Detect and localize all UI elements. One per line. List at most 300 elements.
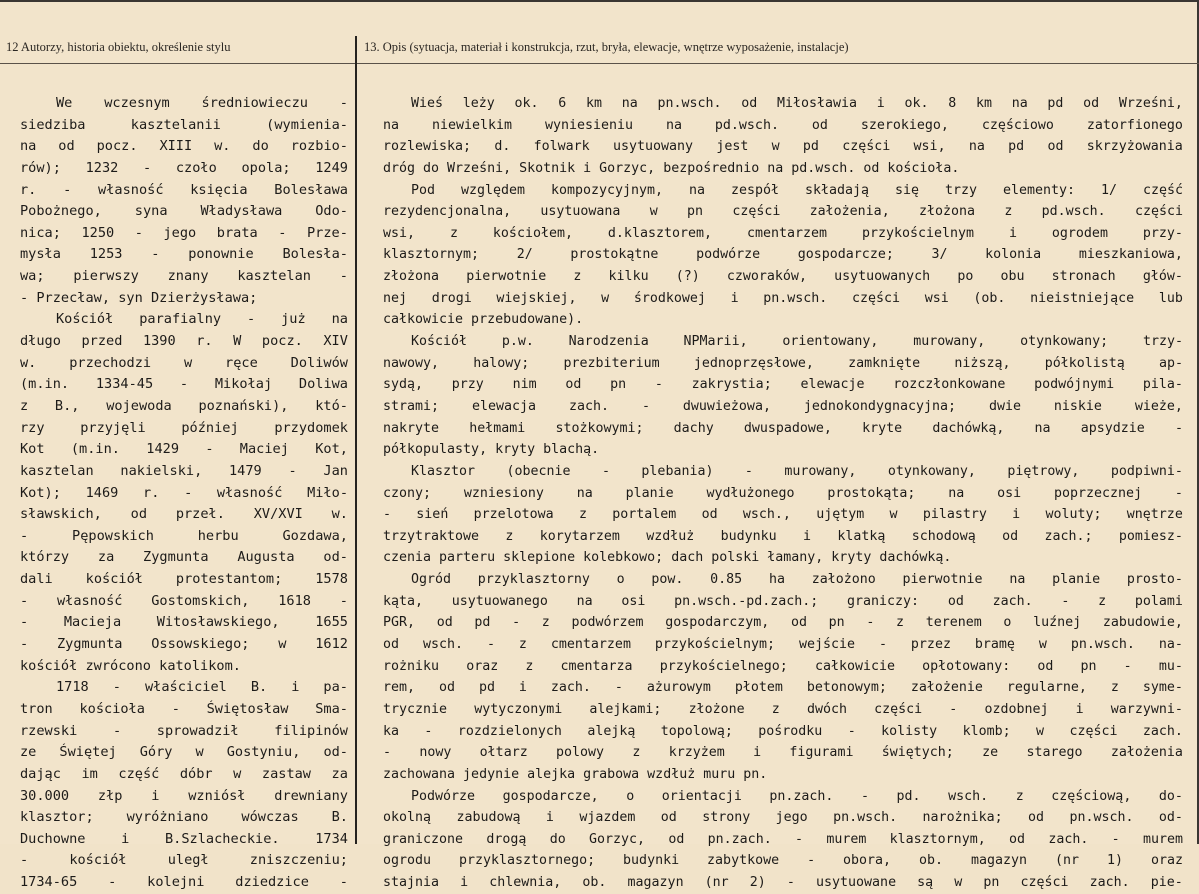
word: na-: [1158, 637, 1183, 653]
word: o: [626, 788, 635, 804]
text-line: [383, 439, 1183, 461]
word: stronach: [1051, 269, 1116, 285]
word: w.: [20, 354, 37, 371]
word: nica;: [20, 224, 61, 241]
word: poznański),: [198, 397, 289, 414]
word: (?): [675, 269, 700, 285]
word: skrzyżowania: [1086, 139, 1183, 155]
word: dając: [20, 765, 61, 782]
word: z: [1004, 204, 1013, 220]
word: leży: [462, 96, 495, 111]
word: pierwotnie: [902, 572, 983, 588]
word: zach.: [1142, 723, 1183, 739]
word: (nr: [1055, 853, 1080, 869]
word: zach.: [550, 680, 591, 696]
word: o: [1003, 615, 1012, 631]
word: pośrodku: [758, 723, 823, 739]
word: przy: [451, 377, 484, 393]
word: 1390: [142, 333, 176, 350]
word: 1618: [278, 592, 311, 609]
word: rozdzielonych: [457, 723, 562, 739]
word: 1334-45: [95, 376, 154, 393]
word: -: [866, 615, 875, 631]
word: obu: [1000, 269, 1025, 285]
text-line: [383, 634, 1183, 656]
word: od: [436, 615, 453, 631]
word: prosto-: [1126, 572, 1183, 588]
word: przez: [910, 637, 951, 653]
word: na: [621, 96, 638, 111]
word: wczesnym: [104, 95, 170, 111]
word: zach.;: [1044, 528, 1093, 544]
word: z: [541, 615, 550, 631]
word: Miło-: [307, 484, 348, 501]
word: części: [732, 204, 781, 220]
word: drogą: [486, 831, 527, 847]
word: gospodarczym,: [665, 615, 770, 631]
word: dali: [20, 571, 53, 588]
word: wzdłuż: [646, 528, 695, 544]
word: pn.wsch.: [763, 290, 828, 306]
text-line: [20, 850, 348, 872]
line-text: czenia parteru sklepione kolebkowo; dach polski łamany, kryty dachówką.: [383, 550, 952, 566]
word: -: [246, 311, 256, 328]
word: rzy: [20, 419, 45, 436]
word: z: [525, 658, 534, 674]
text-line: [383, 721, 1183, 743]
word: Góry: [139, 744, 173, 761]
word: ogrodem: [1051, 225, 1108, 241]
word: częściowo: [981, 117, 1054, 133]
text-line: [20, 439, 348, 461]
word: -: [134, 224, 143, 241]
word: usytuowana: [540, 204, 621, 220]
word: krzyżem: [668, 745, 725, 761]
word: 1734: [315, 830, 348, 847]
text-line: [20, 634, 348, 656]
text-line: [20, 223, 348, 245]
word: -: [288, 462, 297, 479]
word: 2): [749, 875, 766, 891]
word: Bolesła-: [282, 246, 348, 263]
word: Prze-: [307, 224, 348, 241]
word: planie: [625, 485, 674, 501]
word: pd.wsch.: [714, 117, 779, 133]
word: klasztor;: [20, 809, 94, 826]
word: murem: [1142, 831, 1183, 847]
word: uległ: [167, 852, 209, 869]
word: ha: [768, 572, 785, 588]
word: w: [1038, 637, 1047, 653]
word: dachy: [673, 420, 714, 436]
word: Klasztor: [411, 463, 476, 479]
text-line: [383, 201, 1183, 223]
word: po: [957, 269, 974, 285]
word: szerokiego,: [860, 117, 949, 133]
word: na: [948, 485, 965, 501]
text-line: [383, 244, 1183, 266]
word: pd: [474, 615, 491, 631]
word: pd.wsch.: [1041, 204, 1106, 220]
word: pn.wsch.: [1070, 637, 1135, 653]
word: przydomek: [274, 419, 348, 436]
word: niższą,: [954, 355, 1011, 371]
word: gospodarcze;: [797, 247, 894, 263]
word: XIV: [323, 333, 348, 350]
card-top-border: [0, 0, 1199, 2]
word: od: [438, 680, 455, 696]
text-line: [20, 526, 348, 548]
line-text: dróg do Wrześni, Skotnik i Gorzyc, bezpośrednio na pd.wsch. od kościoła.: [383, 160, 960, 176]
word: Mikołaj: [214, 376, 273, 393]
text-line: [383, 483, 1183, 505]
word: 0.85: [710, 572, 743, 588]
word: elewacje: [800, 377, 865, 393]
word: od: [130, 506, 148, 523]
word: Kot,: [315, 441, 348, 458]
word: i: [1008, 225, 1017, 241]
history-text-column: [20, 93, 348, 894]
word: osi: [997, 485, 1022, 501]
word: kościół: [69, 852, 127, 869]
text-line: [383, 353, 1183, 375]
word: B.: [250, 679, 268, 696]
word: od: [701, 507, 718, 523]
word: cmentarza: [560, 658, 633, 674]
word: założono: [811, 572, 876, 588]
word: i: [1075, 701, 1084, 717]
word: i: [730, 290, 739, 306]
word: trzytraktowe: [383, 528, 480, 544]
word: polami: [1134, 593, 1183, 609]
word: wsi: [924, 290, 949, 306]
text-line: [383, 309, 1183, 331]
word: gospodarcze,: [502, 788, 599, 804]
word: własność: [98, 181, 164, 198]
word: starego: [1026, 745, 1083, 761]
word: okolną: [383, 810, 432, 826]
word: opłotowany:: [922, 658, 1011, 674]
word: -: [339, 874, 348, 891]
word: Ogród: [411, 572, 452, 588]
word: założenia: [1110, 745, 1183, 761]
word: strony: [702, 810, 751, 826]
text-line: [20, 656, 348, 678]
word: rem,: [383, 680, 416, 696]
word: jego: [775, 810, 808, 826]
word: pn.wsch.: [1069, 810, 1134, 826]
word: syna: [134, 203, 168, 220]
text-line: [20, 569, 348, 591]
word: zabudowie,: [1102, 615, 1183, 631]
word: części: [874, 701, 923, 717]
word: pa-: [323, 679, 348, 696]
word: któ-: [315, 397, 348, 414]
word: wytyczonymi: [474, 701, 563, 717]
word: z: [20, 397, 29, 414]
word: pn: [687, 204, 704, 220]
word: ze: [20, 744, 37, 761]
word: i: [753, 745, 762, 761]
word: się: [894, 182, 920, 198]
word: zabytkowe: [707, 853, 780, 869]
word: (wymienia-: [266, 116, 348, 133]
word: wsch.,: [742, 507, 791, 523]
word: folwark: [533, 139, 590, 155]
word: dachówką,: [932, 420, 1005, 436]
word: Odo-: [315, 203, 348, 220]
text-line: [20, 158, 348, 180]
word: -: [179, 376, 189, 393]
word: podpiwni-: [1110, 463, 1183, 479]
word: 1734-65: [20, 874, 78, 891]
word: z: [505, 528, 514, 544]
word: od: [383, 637, 400, 653]
word: Doliwa: [298, 376, 348, 393]
text-line: [20, 742, 348, 764]
line-text: - Przecław, syn Dzierżysława;: [20, 289, 258, 306]
word: osi: [621, 593, 646, 609]
word: Pod: [411, 182, 436, 198]
word: pocz.: [261, 333, 303, 350]
word: wyróżniano: [126, 809, 209, 826]
word: XV/XVI: [253, 506, 303, 523]
word: pd.: [896, 788, 921, 804]
word: mysła: [20, 246, 61, 263]
word: 2/: [516, 247, 533, 263]
word: 1250: [81, 224, 115, 241]
word: -: [1174, 485, 1183, 501]
left-column-header: 12 Autorzy, historia obiektu, określenie stylu: [6, 40, 231, 54]
word: elementy:: [1002, 182, 1076, 198]
word: pn: [610, 377, 627, 393]
text-line: [20, 266, 348, 288]
right-column-header: 13. Opis (sytuacja, materiał i konstrukcja, rzut, bryła, elewacje, wnętrze wyposażenie, instalacje): [364, 40, 849, 54]
word: -: [278, 224, 287, 241]
word: z: [573, 269, 582, 285]
word: piętrowy,: [1007, 463, 1080, 479]
word: regularne,: [1006, 680, 1087, 696]
word: 1612: [315, 636, 348, 653]
word: wzniósł: [188, 787, 246, 804]
word: założenia,: [809, 204, 890, 220]
word: od: [660, 810, 677, 826]
text-line: [383, 396, 1183, 418]
word: pd: [1008, 139, 1025, 155]
text-line: [20, 115, 348, 137]
word: kompozycyjnym,: [550, 182, 664, 198]
word: protestantom;: [175, 571, 283, 588]
word: za: [97, 549, 115, 566]
word: pn.zach.: [707, 831, 772, 847]
word: -: [424, 723, 433, 739]
word: pn: [1080, 658, 1097, 674]
word: trzy: [944, 182, 977, 198]
word: w: [233, 765, 242, 782]
word: magazyn: [627, 875, 684, 891]
word: sień: [416, 507, 449, 523]
word: na: [576, 593, 593, 609]
word: kilku: [608, 269, 649, 285]
word: dwuspadowe,: [743, 420, 832, 436]
word: z: [1110, 680, 1119, 696]
word: i: [802, 528, 811, 544]
word: Zygmunta: [143, 549, 209, 566]
word: kryte: [862, 420, 903, 436]
word: (obecnie: [506, 463, 571, 479]
word: alejkami;: [589, 701, 662, 717]
word: znany: [167, 268, 209, 285]
word: -: [1174, 420, 1183, 436]
text-line: [383, 742, 1183, 764]
word: nowy: [419, 745, 452, 761]
word: 3/: [931, 247, 948, 263]
word: -: [1061, 593, 1070, 609]
word: na: [383, 117, 400, 133]
word: półkolistą: [1044, 355, 1125, 371]
word: ołtarz: [479, 745, 528, 761]
word: We: [56, 95, 73, 111]
word: i: [876, 96, 885, 111]
word: -: [486, 637, 495, 653]
word: portalem: [612, 507, 677, 523]
word: magazyn: [971, 853, 1028, 869]
word: PGR,: [383, 615, 416, 631]
word: z: [518, 637, 527, 653]
word: 1578: [315, 571, 348, 588]
word: później: [181, 419, 239, 436]
word: 30.000: [20, 787, 70, 804]
word: pocz.: [96, 138, 138, 155]
word: Ossowskiego;: [151, 636, 250, 653]
word: od: [811, 117, 828, 133]
word: ka: [383, 723, 400, 739]
word: kąta,: [383, 593, 424, 609]
word: mieszkaniowa,: [1078, 247, 1183, 263]
word: 1): [1107, 853, 1124, 869]
word: w: [649, 204, 658, 220]
word: pila-: [1142, 377, 1183, 393]
word: ok.: [904, 96, 929, 111]
word: XIII: [159, 138, 193, 155]
word: już: [281, 311, 306, 328]
word: klasztornym;: [383, 247, 480, 263]
word: Kot);: [20, 484, 61, 501]
word: sławskich,: [20, 506, 102, 523]
word: prostokąta;: [827, 485, 916, 501]
word: przyjęli: [80, 419, 146, 436]
word: Władysława: [200, 203, 283, 220]
word: kolejni: [147, 874, 205, 891]
text-line: [383, 872, 1183, 894]
word: 1718: [56, 679, 89, 696]
word: na: [689, 182, 706, 198]
word: orientacji: [661, 788, 742, 804]
word: zach.: [992, 593, 1033, 609]
word: część: [1142, 182, 1183, 198]
word: części: [1069, 723, 1118, 739]
word: -: [20, 636, 29, 653]
word: od: [790, 615, 807, 631]
word: przykościelnym;: [654, 637, 775, 653]
word: Maciej: [239, 441, 289, 458]
word: z: [632, 745, 641, 761]
word: wjazdem: [579, 810, 636, 826]
word: 1655: [315, 614, 348, 631]
text-line: [383, 699, 1183, 721]
word: Świętosław: [206, 700, 289, 717]
word: pd: [1047, 96, 1064, 111]
word: jednokondygnacyjna;: [803, 398, 956, 414]
word: zatorfionego: [1086, 117, 1183, 133]
word: tron: [20, 700, 53, 717]
word: -: [654, 377, 663, 393]
word: 6: [558, 96, 567, 111]
word: księcia: [190, 181, 248, 198]
word: usytuowanego: [451, 593, 548, 609]
word: złożona: [918, 204, 976, 220]
text-line: [20, 374, 348, 396]
word: budynku: [720, 528, 777, 544]
word: całkowicie: [814, 658, 896, 674]
word: -: [786, 875, 795, 891]
word: właściciel: [144, 679, 227, 696]
word: pow.: [651, 572, 684, 588]
word: -: [205, 441, 214, 458]
word: zniszczeniu;: [249, 852, 348, 869]
word: część: [118, 765, 160, 782]
word: Augusta: [237, 549, 295, 566]
word: murem: [826, 831, 867, 847]
word: km: [975, 96, 992, 111]
text-line: [20, 331, 348, 353]
text-line: [383, 158, 1183, 180]
line-text: kościół zwrócono katolikom.: [20, 657, 241, 674]
word: p.w.: [501, 334, 534, 350]
word: -: [1123, 658, 1132, 674]
word: polowy: [556, 745, 605, 761]
text-line: [20, 93, 348, 115]
word: trzy-: [1142, 334, 1183, 350]
word: trycznie: [383, 701, 448, 717]
word: środkowej: [633, 290, 706, 306]
word: kościół: [85, 571, 143, 588]
word: przechodzi: [69, 354, 152, 371]
word: z: [896, 615, 905, 631]
word: pd: [478, 680, 495, 696]
word: części: [1134, 204, 1183, 220]
word: -: [112, 722, 122, 739]
word: Gorzyc,: [589, 831, 646, 847]
word: Sma-: [315, 700, 348, 717]
word: zach.: [568, 398, 609, 414]
text-line: [383, 93, 1183, 115]
text-line: [383, 461, 1183, 483]
word: oraz: [466, 658, 499, 674]
word: 1253: [89, 246, 123, 263]
word: elewacja: [471, 398, 537, 414]
word: na: [665, 117, 682, 133]
text-line: [383, 807, 1183, 829]
word: zespół: [730, 182, 780, 198]
word: kolisty: [881, 723, 938, 739]
text-line: [383, 786, 1183, 808]
text-line: [383, 612, 1183, 634]
word: chlewnia,: [489, 875, 562, 891]
text-line: [383, 547, 1183, 569]
word: lub: [1158, 290, 1183, 306]
word: sprowadził: [156, 722, 239, 739]
